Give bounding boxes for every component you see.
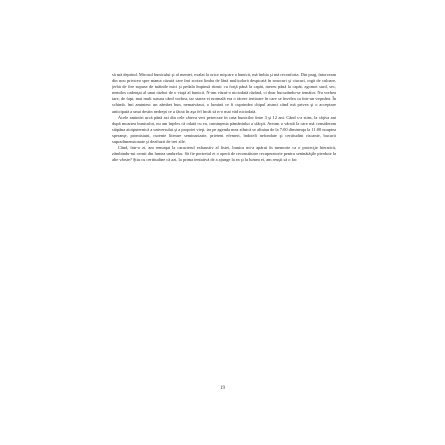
body-text (112, 72, 336, 163)
paragraph-3: Când, într-o zi, am renunţat la caracterul exhaustiv al listei, bunica mi-a apărut în memorie ca o proiecţie hieratică, zâmbindu-mi cernit din lumea umbrelor. Să fie portretul ei o operă de reconstituire recuperatorie pentru seninătăţile pierdute la alte vârste? Ştiu cu certitudine că azi, la prima tentativă de a ajunge la ea şi la lumea ei, am reuşit să o fac (112, 145, 336, 163)
paragraph-2: Acele amintiri urcă până azi din cele câteva veri petrecute în casa bunicilor între 3 şi 12 ani. Când s-a stins, la câţiva ani după moartea bunicului, nu am înţeles că odată cu ea, cuminţenia pământului a sfârşit. Aveam o vârstă la care mă consideram stăpâna atotputernică a universului şi a propriei vieţi, iar pe agenda mea zilnică se aliniau de la 7:00 dimineaţa la 11:00 noaptea speranţe, promisiuni, curente literare seminarizate, prieteni efemeri, îndoieli nefondate şi certitudini riscante, bucurii supradimensionate şi deziluzii de trei zile. (112, 114, 336, 145)
paragraph-1: să mă deprind. Mirosul bunicului şi al mentei, exalat la orice mişcare a bunicii, mă îmbia şi mă reconforta. Din prag, întorceam din nou privirea spre mama căzută care îmi scotea limba de lână mulicoloră despicată în smocuri şi ciucuri, orgă de culoare, jerbă de fire supuse de mâinile mici şi pedala împinsă ritmic cu forţă până la capăt, mereu până la capăt, zgomot surd, sec, nemilos cadenţat al unui război de o viaţă al bunicii. N-am văzut-o niciodată râzând, ci doar bucurându-se temător. Nu vorbea tare, de fapt, mai mult susura când vorbea, iar starea ei normală era o tăcere ierttoare în care se învelea ca într-un veşmânt. În schimb, îmi amintesc un zâmbet bun, nemaivăzut, o lumină ce îi cuprindea chipul atunci când mă privea şi o acceptare anticipată a unui destin nedrept ce a făcut în aşa fel încât să n-o mai văd niciodată. (112, 72, 336, 114)
page-number: 19 (220, 386, 225, 391)
